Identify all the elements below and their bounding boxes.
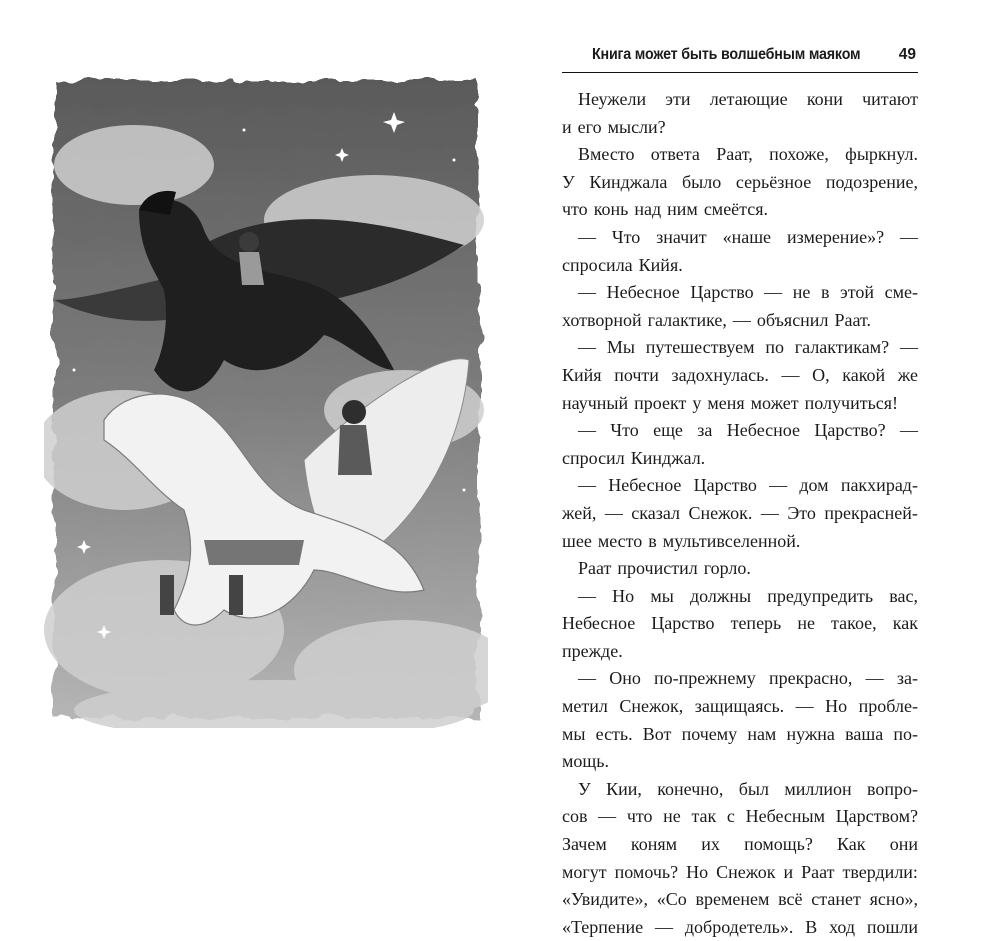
- word: прочистил: [617, 558, 698, 579]
- text-line: [562, 196, 918, 224]
- word: Но: [686, 861, 709, 882]
- word: Царством?: [835, 806, 918, 827]
- word: конь: [593, 199, 629, 220]
- word: Царство: [690, 282, 754, 303]
- word: Небесным: [745, 806, 826, 827]
- word: по-прежнему: [654, 668, 756, 689]
- word: У: [578, 778, 591, 799]
- word: у: [692, 392, 702, 413]
- word: летающие: [709, 89, 788, 109]
- word: —: [760, 502, 779, 523]
- word: должны: [690, 585, 752, 606]
- word: пакхирад-: [840, 475, 918, 496]
- word: какой: [842, 364, 886, 385]
- word: горло.: [703, 558, 751, 579]
- word: кони: [806, 89, 843, 109]
- text-line: [562, 307, 918, 335]
- word: метил: [562, 696, 608, 717]
- word: —: [578, 668, 596, 689]
- word: что: [626, 806, 653, 827]
- word: подозрение,: [825, 171, 918, 192]
- word: О,: [812, 364, 830, 385]
- word: Кийя.: [638, 254, 683, 275]
- boy-rider-head: [239, 232, 259, 252]
- word: Кии,: [606, 778, 642, 799]
- word: Раат.: [834, 309, 871, 330]
- word: эти: [665, 89, 691, 109]
- word: —: [769, 475, 788, 496]
- horse-leg-band: [229, 575, 243, 615]
- word: —: [732, 309, 751, 330]
- word: Но: [825, 696, 848, 717]
- word: шее: [562, 530, 592, 551]
- word: хотворной: [562, 309, 642, 330]
- text-line: [562, 583, 918, 611]
- word: сказал: [631, 502, 680, 523]
- word: Вместо: [578, 144, 635, 165]
- text-line: [562, 831, 918, 859]
- word: «Увидите»,: [562, 889, 648, 910]
- word: пошли: [866, 916, 918, 937]
- text-line: [562, 169, 918, 197]
- word: читают: [862, 89, 918, 109]
- word: над: [634, 199, 662, 220]
- word: Как: [837, 834, 866, 855]
- girl-rider-head: [342, 400, 366, 424]
- text-line: [562, 141, 918, 169]
- page-number: 49: [898, 46, 916, 63]
- word: за-: [896, 668, 918, 689]
- text-line: [562, 886, 918, 914]
- word: Зачем: [562, 834, 607, 855]
- word: место: [597, 530, 643, 551]
- word: мысли?: [607, 116, 666, 137]
- word: задохнулась.: [671, 364, 769, 385]
- word: этой: [840, 282, 875, 303]
- word: получиться!: [804, 392, 899, 413]
- word: не: [663, 806, 681, 827]
- word: ход: [829, 916, 856, 937]
- word: станет: [811, 889, 861, 910]
- horse-leg-band: [160, 575, 174, 615]
- text-line: [562, 665, 918, 693]
- word: сме-: [884, 282, 918, 303]
- word: Мы: [606, 337, 635, 358]
- word: значит: [656, 226, 707, 247]
- word: Царство: [693, 475, 757, 496]
- word: —: [764, 282, 783, 303]
- word: научный: [562, 392, 629, 413]
- word: Царство: [651, 613, 715, 634]
- word: спросила: [562, 254, 633, 275]
- word: Раат: [801, 861, 835, 882]
- girl-rider: [338, 425, 372, 475]
- word: —: [899, 226, 918, 247]
- word: Небесное: [608, 475, 682, 496]
- word: мы: [650, 585, 674, 606]
- text-line: [562, 224, 918, 252]
- word: «наше: [722, 226, 772, 247]
- word: Небесное: [606, 282, 680, 303]
- word: миллион: [784, 778, 852, 799]
- word: Раат,: [716, 144, 753, 165]
- text-line: [562, 252, 918, 280]
- word: Кинджала: [589, 171, 668, 192]
- word: спросил: [562, 447, 625, 468]
- word: такое,: [831, 613, 877, 634]
- word: пробле-: [858, 696, 918, 717]
- word: был: [738, 778, 769, 799]
- flying-horses-illustration: [44, 70, 488, 728]
- word: Снежок.: [688, 502, 753, 523]
- word: Но: [612, 585, 635, 606]
- text-line: [562, 555, 918, 583]
- word: есть.: [595, 723, 633, 744]
- word: в: [820, 282, 830, 303]
- word: объяснил: [756, 309, 829, 330]
- word: Неужели: [578, 89, 647, 109]
- page-text: [562, 86, 918, 941]
- word: же: [897, 364, 918, 385]
- word: твердили:: [842, 861, 918, 882]
- text-line: [562, 390, 918, 418]
- text-line: [562, 500, 918, 528]
- word: Вот: [642, 723, 672, 744]
- text-line: [562, 417, 918, 445]
- word: дом: [799, 475, 829, 496]
- word: —: [578, 282, 596, 303]
- text-line: [562, 528, 918, 556]
- word: Кинджал.: [630, 447, 706, 468]
- word: нужна: [786, 723, 835, 744]
- word: и: [562, 116, 572, 137]
- text-line: [562, 638, 918, 666]
- word: и: [783, 861, 794, 882]
- word: Что: [611, 226, 641, 247]
- word: —: [604, 502, 623, 523]
- word: серьёзное: [735, 171, 812, 192]
- word: —: [781, 364, 800, 385]
- word: —: [578, 585, 596, 606]
- white-horse-saddle-cloth: [204, 540, 304, 565]
- text-line: [562, 86, 918, 114]
- word: «Терпение: [562, 916, 644, 937]
- text-line: [562, 114, 918, 142]
- word: прекрасней-: [824, 502, 918, 523]
- word: за: [697, 420, 713, 441]
- word: измерение»?: [786, 226, 885, 247]
- text-line: [562, 445, 918, 473]
- word: мультивселенной.: [662, 530, 801, 551]
- word: вас,: [889, 585, 918, 606]
- word: путешествуем: [645, 337, 755, 358]
- word: его: [577, 116, 602, 137]
- word: так: [691, 806, 717, 827]
- text-line: [562, 472, 918, 500]
- word: помочь?: [614, 861, 679, 882]
- word: —: [578, 420, 596, 441]
- word: ответа: [650, 144, 700, 165]
- word: было: [682, 171, 722, 192]
- word: —: [578, 226, 596, 247]
- word: они: [889, 834, 918, 855]
- word: вопро-: [866, 778, 918, 799]
- word: ваша: [845, 723, 884, 744]
- word: всё: [778, 889, 803, 910]
- word: Небесное: [562, 613, 636, 634]
- text-line: [562, 776, 918, 804]
- word: предупредить: [767, 585, 874, 606]
- word: прежде.: [562, 640, 623, 661]
- word: У: [562, 171, 575, 192]
- word: мощь.: [562, 751, 609, 772]
- word: добродетель».: [684, 916, 794, 937]
- word: меня: [707, 392, 745, 413]
- word: их: [701, 834, 720, 855]
- text-line: [562, 914, 918, 941]
- word: мы: [562, 723, 586, 744]
- word: —: [899, 420, 918, 441]
- word: помощь?: [744, 834, 813, 855]
- word: проект: [634, 392, 687, 413]
- word: смеётся.: [703, 199, 769, 220]
- word: Небесное: [726, 420, 800, 441]
- word: теперь: [730, 613, 782, 634]
- running-header: [562, 42, 918, 73]
- word: временем: [695, 889, 770, 910]
- text-line: [562, 748, 918, 776]
- word: жей,: [562, 502, 597, 523]
- word: Кийя: [562, 364, 602, 385]
- word: —: [865, 668, 884, 689]
- word: конечно,: [657, 778, 724, 799]
- text-line: [562, 362, 918, 390]
- text-line: [562, 279, 918, 307]
- word: похоже,: [769, 144, 829, 165]
- word: нам: [747, 723, 777, 744]
- word: не: [792, 282, 811, 303]
- word: по-: [893, 723, 918, 744]
- word: —: [900, 337, 918, 358]
- word: может: [750, 392, 799, 413]
- word: что: [562, 199, 588, 220]
- word: еще: [653, 420, 683, 441]
- word: В: [805, 916, 818, 937]
- text-line: [562, 334, 918, 362]
- word: почти: [614, 364, 659, 385]
- text-line: [562, 610, 918, 638]
- word: с: [726, 806, 735, 827]
- word: —: [795, 696, 814, 717]
- word: Оно: [609, 668, 641, 689]
- word: —: [655, 916, 674, 937]
- word: в: [648, 530, 657, 551]
- word: —: [598, 806, 617, 827]
- word: могут: [562, 861, 607, 882]
- word: Что: [610, 420, 639, 441]
- word: фыркнул.: [845, 144, 918, 165]
- word: коням: [630, 834, 678, 855]
- word: прекрасно,: [768, 668, 853, 689]
- text-line: [562, 859, 918, 887]
- word: галактике,: [647, 309, 727, 330]
- word: сов: [562, 806, 588, 827]
- word: не: [797, 613, 815, 634]
- word: Раат: [578, 558, 612, 579]
- text-line: [562, 693, 918, 721]
- running-title: Книга может быть волшебным маяком: [592, 46, 861, 63]
- word: защищаясь.: [694, 696, 785, 717]
- text-line: [562, 803, 918, 831]
- word: —: [578, 475, 596, 496]
- word: почему: [681, 723, 738, 744]
- word: по: [765, 337, 784, 358]
- word: «Со: [656, 889, 687, 910]
- word: ним: [667, 199, 698, 220]
- word: Снежок,: [619, 696, 684, 717]
- text-line: [562, 721, 918, 749]
- word: как: [892, 613, 918, 634]
- word: —: [578, 337, 596, 358]
- word: Это: [787, 502, 816, 523]
- word: ясно»,: [869, 889, 918, 910]
- word: Царство?: [814, 420, 886, 441]
- book-illustration: [44, 70, 488, 728]
- word: галактикам?: [794, 337, 890, 358]
- word: Снежок: [716, 861, 776, 882]
